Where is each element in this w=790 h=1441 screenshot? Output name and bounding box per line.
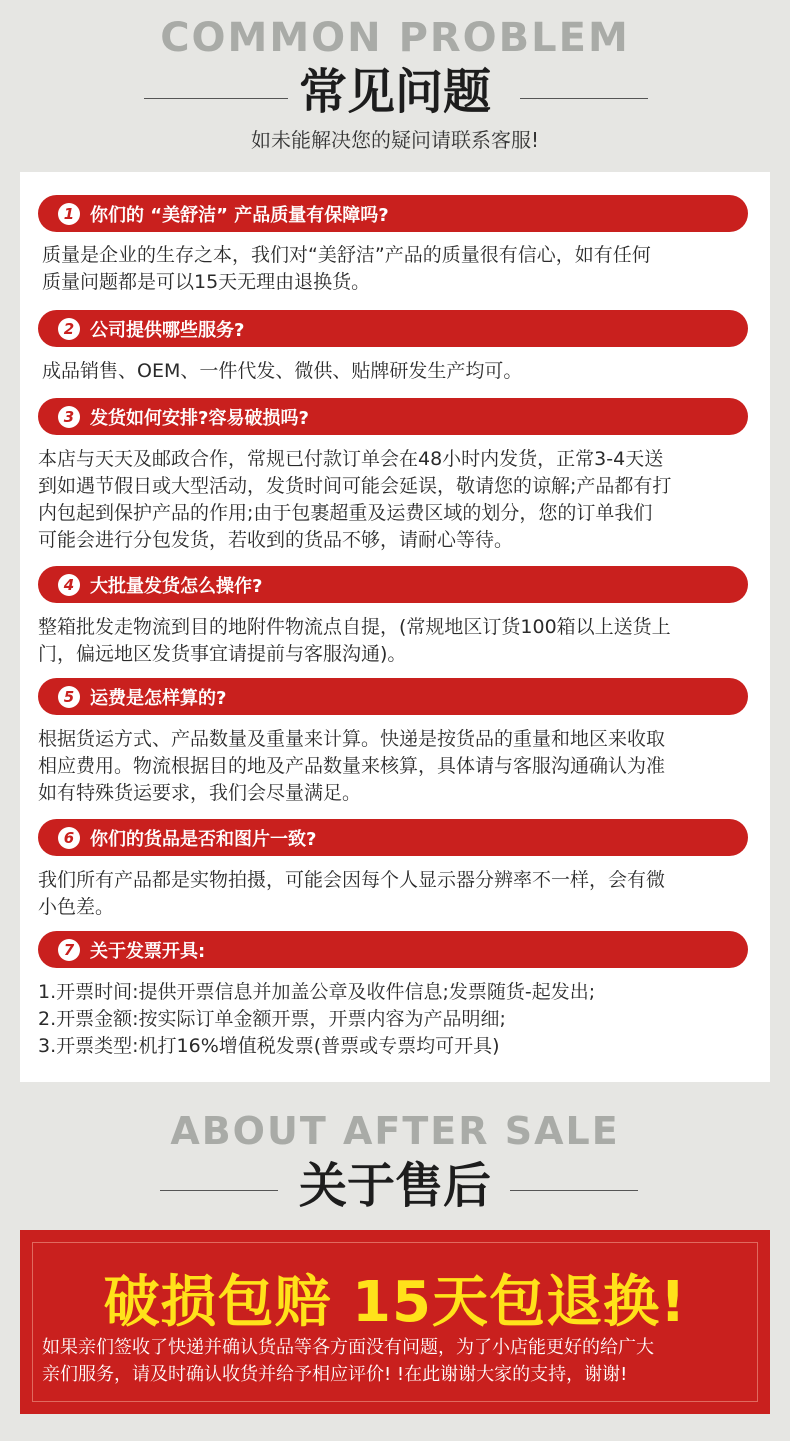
answer-line: 根据货运方式、产品数量及重量来计算。快递是按货品的重量和地区来收取 [38,728,666,750]
divider-line-right [520,98,648,99]
faq-question-bar [38,678,748,715]
after-sale-header [0,1106,790,1220]
answer-line: 相应费用。物流根据目的地及产品数量来核算，具体请与客服沟通确认为准 [38,755,666,777]
faq-question-bar [38,310,748,347]
answer-line: 可能会进行分包发货，若收到的货品不够，请耐心等待。 [38,529,514,551]
divider-line-left [144,98,288,99]
faq-question: 关于发票开具: [90,940,206,962]
answer-line: 我们所有产品都是实物拍摄，可能会因每个人显示器分辨率不一样，会有微 [38,869,666,891]
after-sale-text-line: 亲们服务，请及时确认收货并给予相应评价! !在此谢谢大家的支持，谢谢! [42,1364,628,1385]
faq-question-bar [38,566,748,603]
faq-answer [42,358,754,385]
faq-question: 你们的货品是否和图片一致? [90,828,317,850]
answer-line: 到如遇节假日或大型活动，发货时间可能会延误，敬请您的谅解;产品都有打 [38,475,672,497]
answer-line: 如有特殊货运要求，我们会尽量满足。 [38,782,362,804]
faq-subtitle: 如未能解决您的疑问请联系客服! [250,128,540,152]
faq-question-bar [38,819,748,856]
answer-line: 小色差。 [38,896,115,918]
after-sale-text [42,1334,742,1388]
faq-panel [20,172,770,1082]
faq-question-bar [38,195,748,232]
number-badge-icon: 4 [58,574,80,596]
answer-line: 质量是企业的生存之本，我们对“美舒洁”产品的质量很有信心，如有任何 [42,244,651,266]
number-badge-icon: 6 [58,827,80,849]
answer-line: 2.开票金额:按实际订单金额开票，开票内容为产品明细; [38,1008,506,1030]
number-badge-icon: 1 [58,203,80,225]
faq-question: 你们的 “美舒洁” 产品质量有保障吗? [90,204,389,226]
faq-question: 公司提供哪些服务? [90,319,245,341]
answer-line: 门，偏远地区发货事宜请提前与客服沟通)。 [38,643,407,665]
answer-line: 质量问题都是可以15天无理由退换货。 [42,271,371,293]
divider-line-left [160,1190,278,1191]
after-sale-slogan: 破损包赔 15天包退换! [103,1270,687,1335]
faq-cn-title: 常见问题 [298,64,491,120]
faq-answer [42,242,754,296]
after-sale-text-line: 如果亲们签收了快递并确认货品等各方面没有问题，为了小店能更好的给广大 [42,1337,654,1358]
after-sale-title-row [0,1156,790,1220]
after-sale-en-title: ABOUT AFTER SALE [170,1109,620,1153]
answer-line: 成品销售、OEM、一件代发、微供、贴牌研发生产均可。 [42,360,523,382]
number-badge-icon: 5 [58,686,80,708]
faq-answer [38,446,750,554]
answer-line: 3.开票类型:机打16%增值税发票(普票或专票均可开具) [38,1035,500,1057]
faq-question: 运费是怎样算的? [90,687,227,709]
faq-question-bar [38,931,748,968]
after-sale-cn-title: 关于售后 [298,1158,491,1214]
answer-line: 整箱批发走物流到目的地附件物流点自提，(常规地区订货100箱以上送货上 [38,616,671,638]
faq-answer [38,614,750,668]
number-badge-icon: 2 [58,318,80,340]
faq-answer [38,867,750,921]
after-sale-banner [20,1230,770,1414]
answer-line: 1.开票时间:提供开票信息并加盖公章及收件信息;发票随货-起发出; [38,981,596,1003]
faq-header [0,14,790,154]
number-badge-icon: 7 [58,939,80,961]
faq-title-row [0,62,790,126]
number-badge-icon: 3 [58,406,80,428]
answer-line: 内包起到保护产品的作用;由于包裹超重及运费区域的划分，您的订单我们 [38,502,653,524]
faq-question-bar [38,398,748,435]
answer-line: 本店与天天及邮政合作，常规已付款订单会在48小时内发货，正常3-4天送 [38,448,664,470]
faq-question: 发货如何安排?容易破损吗? [90,407,309,429]
faq-answer [38,979,750,1060]
faq-question: 大批量发货怎么操作? [90,575,263,597]
divider-line-right [510,1190,638,1191]
faq-en-title: COMMON PROBLEM [160,15,630,61]
faq-answer [38,726,750,807]
